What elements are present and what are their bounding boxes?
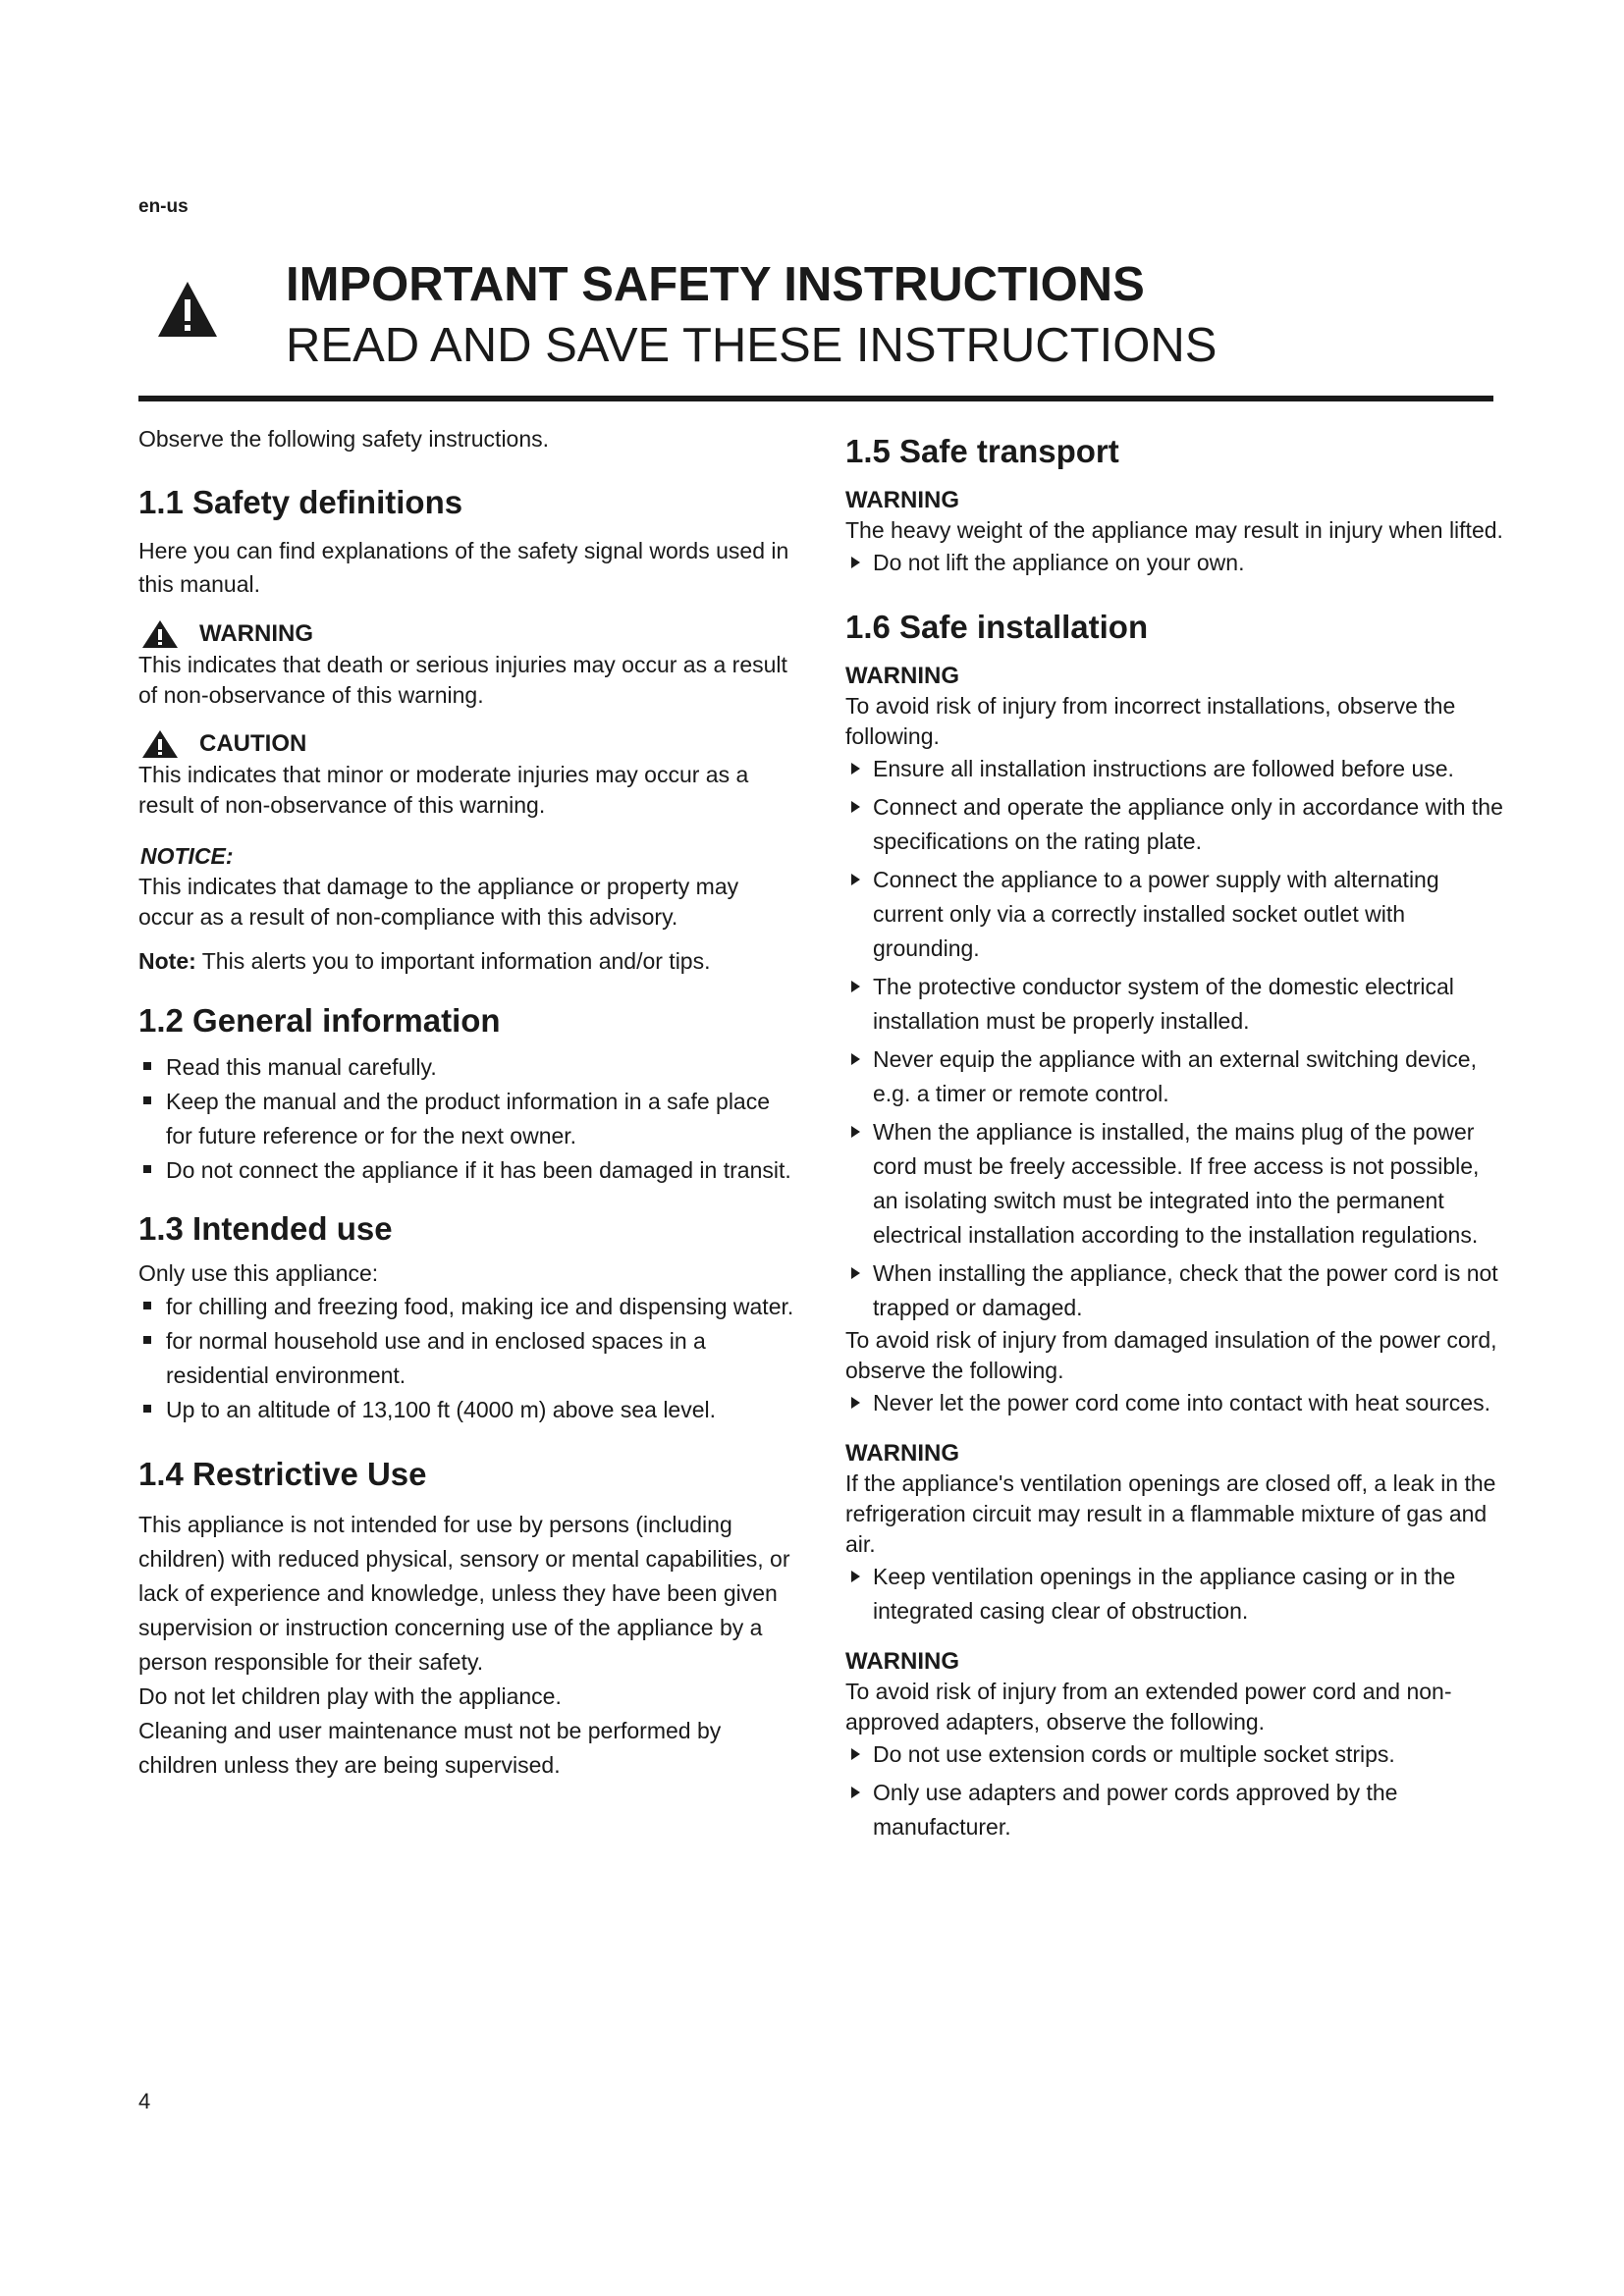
section-1-3-heading: 1.3 Intended use (138, 1210, 393, 1247)
intended-use-list (138, 1290, 798, 1427)
warning-text: The heavy weight of the appliance may result in injury when lifted. (845, 517, 1503, 543)
note-definition (138, 944, 798, 978)
transport-list (845, 546, 1509, 580)
page-number: 4 (138, 2089, 151, 2113)
restrictive-use-text: This appliance is not intended for use by persons (including children) with reduced physical, sensory or mental capabilities, or lack of experience and knowledge, unless they have been given supervision or instruction concerning use of the appliance by a person responsible for their safety. (138, 1512, 790, 1675)
section-1-6-heading: 1.6 Safe installation (845, 609, 1149, 645)
list-item: Ensure all installation instructions are followed before use. (845, 752, 1509, 786)
warning-signal (138, 618, 798, 650)
list-item: for chilling and freezing food, making ice and dispensing water. (138, 1290, 798, 1324)
list-item: Read this manual carefully. (138, 1050, 798, 1085)
caution-triangle-icon (140, 728, 180, 760)
caution-signal (138, 728, 798, 760)
notice-label: NOTICE: (140, 843, 234, 869)
note-label: Note: (138, 948, 196, 974)
list-item: for normal household use and in enclosed spaces in a residential environment. (138, 1324, 798, 1393)
list-item: Do not use extension cords or multiple socket strips. (845, 1737, 1509, 1772)
warning-text: To avoid risk of injury from an extended power cord and non-approved adapters, observe the following. (845, 1679, 1452, 1735)
section-1-1-heading: 1.1 Safety definitions (138, 484, 463, 520)
warning-text: If the appliance's ventilation openings are closed off, a leak in the refrigeration circuit may result in a flammable mixture of gas and air. (845, 1470, 1496, 1557)
language-code: en-us (138, 196, 189, 217)
list-item: When the appliance is installed, the mains plug of the power cord must be freely accessible. If free access is not possible, an isolating switch must be integrated into the permanent electrical installation according to the installation regulations. (845, 1115, 1509, 1253)
caution-label: CAUTION (199, 730, 307, 757)
warning-text: To avoid risk of injury from damaged insulation of the power cord, observe the following. (845, 1327, 1497, 1383)
section-1-5-heading: 1.5 Safe transport (845, 433, 1119, 469)
left-column (138, 422, 798, 1783)
warning-triangle-icon (140, 618, 180, 650)
warning-label: WARNING (845, 487, 959, 513)
warning-definition: This indicates that death or serious injuries may occur as a result of non-observance of this warning. (138, 652, 787, 708)
section-1-4-heading: 1.4 Restrictive Use (138, 1456, 427, 1492)
list-item: Only use adapters and power cords approved by the manufacturer. (845, 1776, 1509, 1844)
intended-use-intro: Only use this appliance: (138, 1260, 379, 1286)
page-title: IMPORTANT SAFETY INSTRUCTIONS (286, 258, 1145, 311)
list-item: Keep ventilation openings in the appliance casing or in the integrated casing clear of obstruction. (845, 1560, 1509, 1629)
warning-triangle-icon (156, 280, 219, 339)
warning-label: WARNING (845, 663, 959, 689)
warning-label: WARNING (199, 620, 313, 647)
list-item: Up to an altitude of 13,100 ft (4000 m) above sea level. (138, 1393, 798, 1427)
section-1-1-text: Here you can find explanations of the safety signal words used in this manual. (138, 538, 789, 597)
extension-cord-list (845, 1737, 1509, 1844)
list-item: Never let the power cord come into contact with heat sources. (845, 1386, 1509, 1420)
list-item: Keep the manual and the product information in a safe place for future reference or for the next owner. (138, 1085, 798, 1153)
installation-list (845, 752, 1509, 1325)
right-column (845, 422, 1509, 1844)
section-1-2-heading: 1.2 General information (138, 1002, 501, 1039)
ventilation-list (845, 1560, 1509, 1629)
restrictive-use-text: Cleaning and user maintenance must not be performed by children unless they are being supervised. (138, 1718, 722, 1778)
safety-header (138, 250, 1493, 388)
list-item: Connect and operate the appliance only in accordance with the specifications on the rating plate. (845, 790, 1509, 859)
list-item: Never equip the appliance with an external switching device, e.g. a timer or remote control. (845, 1042, 1509, 1111)
notice-definition: This indicates that damage to the appliance or property may occur as a result of non-compliance with this advisory. (138, 874, 739, 930)
list-item: Connect the appliance to a power supply with alternating current only via a correctly installed socket outlet with grounding. (845, 863, 1509, 966)
list-item: Do not connect the appliance if it has been damaged in transit. (138, 1153, 798, 1188)
restrictive-use-text: Do not let children play with the appliance. (138, 1683, 562, 1709)
list-item: The protective conductor system of the domestic electrical installation must be properly installed. (845, 970, 1509, 1039)
header-divider (138, 396, 1493, 401)
list-item: When installing the appliance, check that the power cord is not trapped or damaged. (845, 1256, 1509, 1325)
note-text: This alerts you to important information and/or tips. (195, 948, 711, 974)
warning-label: WARNING (845, 1648, 959, 1675)
list-item: Do not lift the appliance on your own. (845, 546, 1509, 580)
warning-label: WARNING (845, 1440, 959, 1467)
power-cord-list (845, 1386, 1509, 1420)
warning-text: To avoid risk of injury from incorrect installations, observe the following. (845, 693, 1456, 749)
intro-text: Observe the following safety instructions. (138, 426, 550, 452)
general-info-list (138, 1050, 798, 1188)
page-subtitle: READ AND SAVE THESE INSTRUCTIONS (286, 319, 1218, 372)
caution-definition: This indicates that minor or moderate injuries may occur as a result of non-observance of this warning. (138, 762, 749, 818)
